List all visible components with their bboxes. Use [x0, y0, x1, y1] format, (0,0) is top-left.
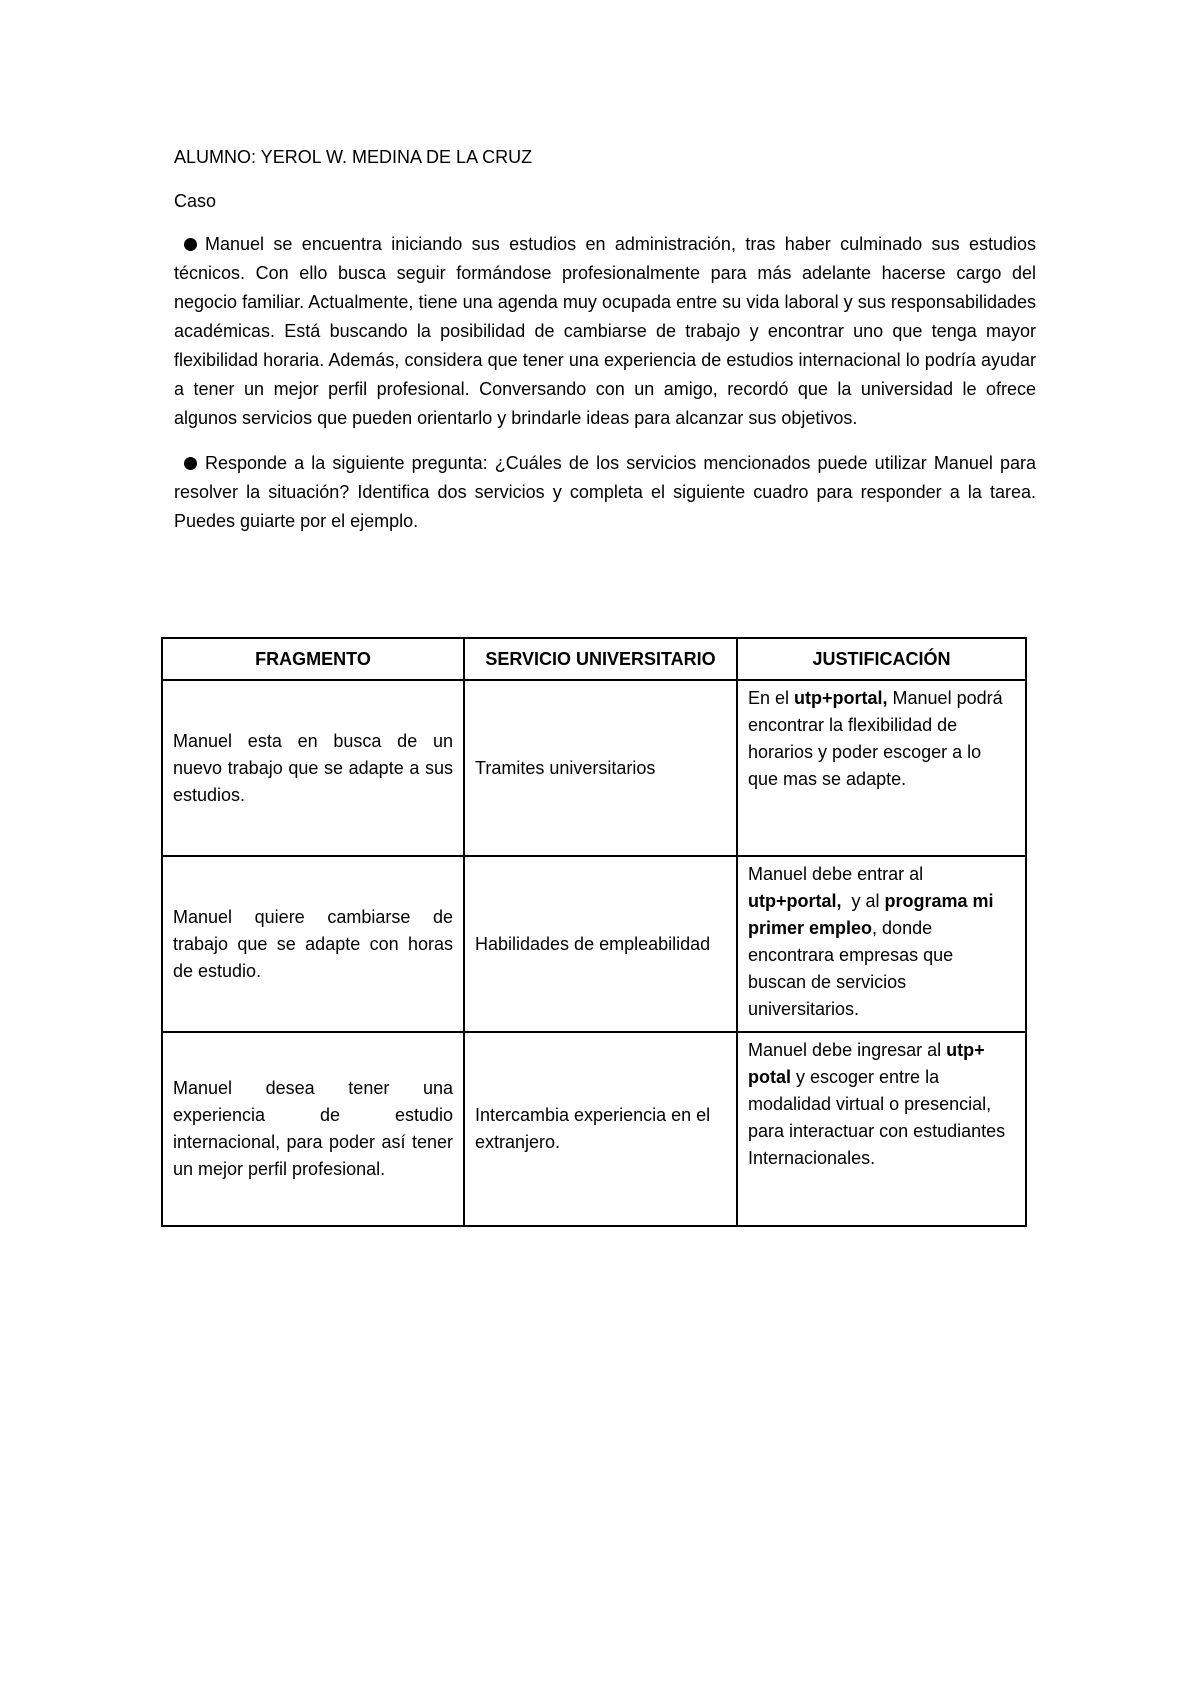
justification-cell: [737, 856, 1026, 1032]
services-table: [161, 637, 1027, 1227]
student-name: ALUMNO: YEROL W. MEDINA DE LA CRUZ: [174, 147, 533, 167]
document-body: [174, 144, 1036, 552]
justification-text: y escoger entre la modalidad virtual o presencial, para interactuar con estudiantes Internacionales.: [748, 1067, 1006, 1168]
fragment-cell: Manuel esta en busca de un nuevo trabajo que se adapte a sus estudios.: [162, 680, 464, 856]
justification-bold: utp+ potal: [748, 1040, 985, 1087]
service-cell: Tramites universitarios: [464, 680, 737, 856]
table-row: [162, 680, 1026, 856]
question-text: Responde a la siguiente pregunta: ¿Cuáles de los servicios mencionados puede utilizar Manuel para resolver la situación? Identifica dos servicios y completa el siguiente cuadro para responder a la tarea. Puedes guiarte por el ejemplo.: [174, 453, 1036, 531]
table-row: [162, 1032, 1026, 1226]
justification-text: Manuel debe ingresar al: [748, 1040, 947, 1060]
justification-text: Manuel debe entrar al: [748, 864, 924, 884]
question-paragraph: [174, 449, 1036, 536]
table-row: [162, 856, 1026, 1032]
justification-cell: [737, 680, 1026, 856]
case-text: Manuel se encuentra iniciando sus estudios en administración, tras haber culminado sus estudios técnicos. Con ello busca seguir formándose profesionalmente para más adelante hacerse cargo del negocio familiar. Actualmente, tiene una agenda muy ocupada entre su vida laboral y sus responsabilidades académicas. Está buscando la posibilidad de cambiarse de trabajo y encontrar uno que tenga mayor flexibilidad horaria. Además, considera que tener una experiencia de estudios internacional lo podría ayudar a tener un mejor perfil profesional. Conversando con un amigo, recordó que la universidad le ofrece algunos servicios que pueden orientarlo y brindarle ideas para alcanzar sus objetivos.: [174, 234, 1036, 428]
table-header-row: [162, 638, 1026, 680]
justification-bold: utp+portal,: [748, 891, 842, 911]
bullet-icon: [184, 457, 197, 470]
services-table-wrapper: [161, 637, 1027, 1227]
header-justificacion: JUSTIFICACIÓN: [737, 638, 1026, 680]
justification-text: Manuel podrá encontrar la flexibilidad de horarios y poder escoger a lo que mas se adapte.: [748, 688, 1003, 789]
service-cell: Habilidades de empleabilidad: [464, 856, 737, 1032]
case-label: Caso: [174, 191, 217, 211]
justification-cell: [737, 1032, 1026, 1226]
bullet-icon: [184, 238, 197, 251]
justification-text: , donde encontrara empresas que buscan de servicios universitarios.: [748, 918, 954, 1019]
justification-text: y al: [841, 891, 885, 911]
justification-bold: utp+portal,: [794, 688, 888, 708]
justification-text: En el: [748, 688, 795, 708]
fragment-cell: Manuel quiere cambiarse de trabajo que se adapte con horas de estudio.: [162, 856, 464, 1032]
case-paragraph: [174, 230, 1036, 433]
justification-bold: programa mi primer empleo: [748, 891, 994, 938]
fragment-cell: Manuel desea tener una experiencia de estudio internacional, para poder así tener un mejor perfil profesional.: [162, 1032, 464, 1226]
service-cell: Intercambia experiencia en el extranjero.: [464, 1032, 737, 1226]
header-servicio: SERVICIO UNIVERSITARIO: [464, 638, 737, 680]
header-fragmento: FRAGMENTO: [162, 638, 464, 680]
